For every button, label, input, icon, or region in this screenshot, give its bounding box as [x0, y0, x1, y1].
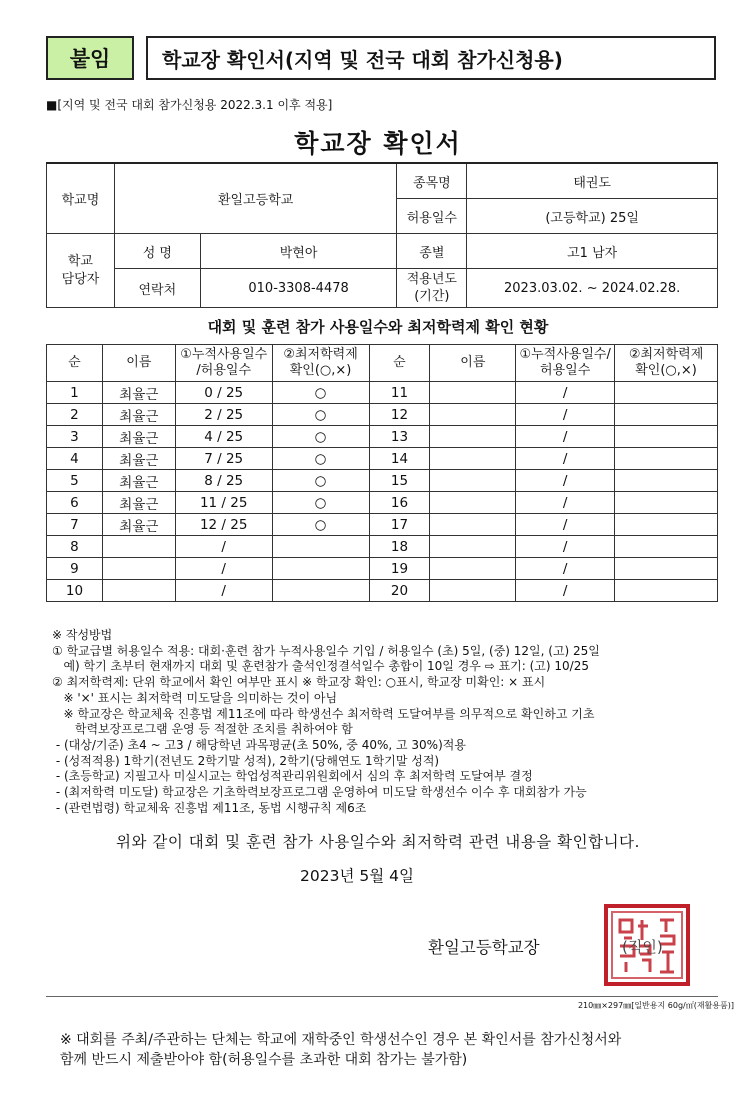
row-name — [430, 448, 516, 470]
header-title: 학교장 확인서(지역 및 전국 대회 참가신청용) — [146, 36, 716, 80]
row-usage: / — [516, 558, 615, 580]
row-name — [430, 514, 516, 536]
row-min — [615, 536, 718, 558]
row-min: ○ — [272, 404, 369, 426]
row-usage: 8 / 25 — [175, 470, 272, 492]
row-min: ○ — [272, 514, 369, 536]
note-line: ※ '×' 표시는 최저학력 미도달을 의미하는 것이 아님 — [52, 690, 338, 705]
table-row — [47, 448, 718, 470]
note-line: ※ 학교장은 학교체육 진흥법 제11조에 따라 학생선수 최저학력 도달여부를 의무적으로 확인하고 기초 — [52, 706, 595, 721]
submission-footnote — [60, 1030, 621, 1070]
row-usage: / — [516, 536, 615, 558]
row-min — [615, 404, 718, 426]
row-min — [615, 492, 718, 514]
row-usage: 12 / 25 — [175, 514, 272, 536]
row-no: 7 — [47, 514, 103, 536]
principal-name: 환일고등학교장 — [428, 938, 540, 957]
issue-date: 2023년 5월 4일 — [300, 867, 414, 885]
header-min-right: ②최저학력제 확인(○,×) — [615, 345, 718, 382]
name-value: 박현아 — [200, 234, 397, 269]
row-name: 최율근 — [102, 404, 175, 426]
header-usage-right: ①누적사용일수/ 허용일수 — [516, 345, 615, 382]
table-row — [47, 580, 718, 602]
contact-label: 연락처 — [114, 269, 200, 308]
row-usage: / — [516, 382, 615, 404]
teacher-label: 학교 담당자 — [47, 234, 115, 308]
row-min: ○ — [272, 470, 369, 492]
note-line: ② 최저학력제: 단위 학교에서 확인 여부만 표시 ※ 학교장 확인: ○표시, 학교장 미확인: × 표시 — [52, 675, 546, 690]
sport-value: 태권도 — [467, 163, 718, 199]
application-note: ■[지역 및 전국 대회 참가신청용 2022.3.1 이후 적용] — [46, 98, 333, 112]
paper-spec: 210㎜×297㎜[일반용지 60g/㎡(재활용품)] — [577, 1001, 734, 1010]
row-no: 3 — [47, 426, 103, 448]
row-name — [430, 470, 516, 492]
table-row — [47, 382, 718, 404]
row-usage: / — [516, 492, 615, 514]
row-min — [615, 470, 718, 492]
allowed-days-value: (고등학교) 25일 — [467, 199, 718, 234]
table-row — [47, 404, 718, 426]
row-usage: / — [175, 580, 272, 602]
row-no: 1 — [47, 382, 103, 404]
row-min: ○ — [272, 382, 369, 404]
period-label: 적용년도 (기간) — [397, 269, 467, 308]
header-no-right: 순 — [369, 345, 430, 382]
note-line: - (성적적용) 1학기(전년도 2학기말 성적), 2학기(당해연도 1학기말 성적) — [52, 753, 440, 768]
row-usage: / — [175, 558, 272, 580]
row-min — [272, 580, 369, 602]
row-no: 18 — [369, 536, 430, 558]
row-no: 5 — [47, 470, 103, 492]
row-min: ○ — [272, 492, 369, 514]
table-row — [47, 558, 718, 580]
row-no: 13 — [369, 426, 430, 448]
seal-label: (직인) — [622, 938, 663, 956]
row-usage: / — [175, 536, 272, 558]
row-name — [430, 426, 516, 448]
row-name: 최율근 — [102, 448, 175, 470]
note-line: ※ 작성방법 — [52, 628, 113, 642]
row-min — [615, 382, 718, 404]
row-no: 10 — [47, 580, 103, 602]
row-min: ○ — [272, 448, 369, 470]
usage-table — [46, 344, 718, 602]
row-name: 최율근 — [102, 470, 175, 492]
row-usage: 11 / 25 — [175, 492, 272, 514]
name-label: 성 명 — [114, 234, 200, 269]
table-row — [47, 536, 718, 558]
row-min — [615, 514, 718, 536]
row-no: 19 — [369, 558, 430, 580]
row-name — [430, 382, 516, 404]
row-name — [430, 536, 516, 558]
row-no: 20 — [369, 580, 430, 602]
row-name: 최율근 — [102, 426, 175, 448]
row-min — [615, 426, 718, 448]
row-no: 11 — [369, 382, 430, 404]
row-usage: / — [516, 448, 615, 470]
row-name — [430, 580, 516, 602]
table-title: 대회 및 훈련 참가 사용일수와 최저학력제 확인 현황 — [207, 318, 549, 336]
row-min — [615, 448, 718, 470]
row-name: 최율근 — [102, 382, 175, 404]
row-no: 6 — [47, 492, 103, 514]
row-name — [102, 580, 175, 602]
category-value: 고1 남자 — [467, 234, 718, 269]
header-name: 이름 — [102, 345, 175, 382]
footer-divider — [46, 996, 718, 997]
row-no: 4 — [47, 448, 103, 470]
row-usage: 4 / 25 — [175, 426, 272, 448]
school-info-table — [46, 162, 718, 308]
row-usage: 2 / 25 — [175, 404, 272, 426]
note-line: 예) 학기 초부터 현재까지 대회 및 훈련참가 출석인정결석일수 총합이 10일 경우 ⇨ 표기: (고) 10/25 — [52, 659, 589, 674]
row-usage: / — [516, 514, 615, 536]
note-line: ① 학교급별 허용일수 적용: 대회·훈련 참가 누적사용일수 기입 / 허용일수 (초) 5일, (중) 12일, (고) 25일 — [52, 643, 600, 658]
sport-label: 종목명 — [397, 163, 467, 199]
row-name — [430, 492, 516, 514]
row-no: 8 — [47, 536, 103, 558]
footnote-line: ※ 대회를 주최/주관하는 단체는 학교에 재학중인 학생선수인 경우 본 확인서를 참가신청서와 — [60, 1032, 622, 1048]
row-no: 9 — [47, 558, 103, 580]
header-min: ②최저학력제 확인(○,×) — [272, 345, 369, 382]
row-name — [102, 536, 175, 558]
row-no: 15 — [369, 470, 430, 492]
header-name-right: 이름 — [430, 345, 516, 382]
row-min: ○ — [272, 426, 369, 448]
document-title: 학교장 확인서 — [294, 129, 462, 158]
row-usage: 0 / 25 — [175, 382, 272, 404]
row-no: 14 — [369, 448, 430, 470]
allowed-days-label: 허용일수 — [397, 199, 467, 234]
table-row — [47, 470, 718, 492]
row-name: 최율근 — [102, 492, 175, 514]
footnote-line: 함께 반드시 제출받아야 함(허용일수를 초과한 대회 참가는 불가함) — [60, 1052, 468, 1068]
category-label: 종별 — [397, 234, 467, 269]
contact-value: 010-3308-4478 — [200, 269, 397, 308]
note-line: - (관련법령) 학교체육 진흥법 제11조, 동법 시행규칙 제6조 — [52, 800, 367, 815]
table-row — [47, 492, 718, 514]
writing-notes — [52, 628, 732, 816]
attachment-label: 붙임 — [46, 36, 134, 80]
row-usage: / — [516, 470, 615, 492]
row-usage: 7 / 25 — [175, 448, 272, 470]
row-usage: / — [516, 426, 615, 448]
row-min — [615, 580, 718, 602]
row-no: 2 — [47, 404, 103, 426]
row-min — [272, 558, 369, 580]
confirmation-text: 위와 같이 대회 및 훈련 참가 사용일수와 최저학력 관련 내용을 확인합니다. — [116, 833, 640, 851]
note-line: - (초등학교) 지필고사 미실시교는 학업성적관리위원회에서 심의 후 최저학력 도달여부 결정 — [52, 769, 533, 784]
row-name — [430, 404, 516, 426]
school-name-label: 학교명 — [47, 163, 115, 234]
table-row — [47, 426, 718, 448]
table-row — [47, 514, 718, 536]
row-min — [272, 536, 369, 558]
note-line: 학력보장프로그램 운영 등 적절한 조치를 취하여야 함 — [52, 722, 353, 737]
row-no: 12 — [369, 404, 430, 426]
note-line: - (대상/기준) 초4 ~ 고3 / 해당학년 과목평균(초 50%, 중 40%, 고 30%)적용 — [52, 737, 466, 752]
row-min — [615, 558, 718, 580]
row-name: 최율근 — [102, 514, 175, 536]
school-name-value: 환일고등학교 — [114, 163, 397, 234]
period-value: 2023.03.02. ~ 2024.02.28. — [467, 269, 718, 308]
header-no: 순 — [47, 345, 103, 382]
row-name — [430, 558, 516, 580]
row-name — [102, 558, 175, 580]
note-line: - (최저학력 미도달) 학교장은 기초학력보장프로그램 운영하여 미도달 학생선수 이수 후 대회참가 가능 — [52, 785, 587, 800]
row-no: 17 — [369, 514, 430, 536]
row-usage: / — [516, 404, 615, 426]
row-no: 16 — [369, 492, 430, 514]
row-usage: / — [516, 580, 615, 602]
header-usage: ①누적사용일수 /허용일수 — [175, 345, 272, 382]
